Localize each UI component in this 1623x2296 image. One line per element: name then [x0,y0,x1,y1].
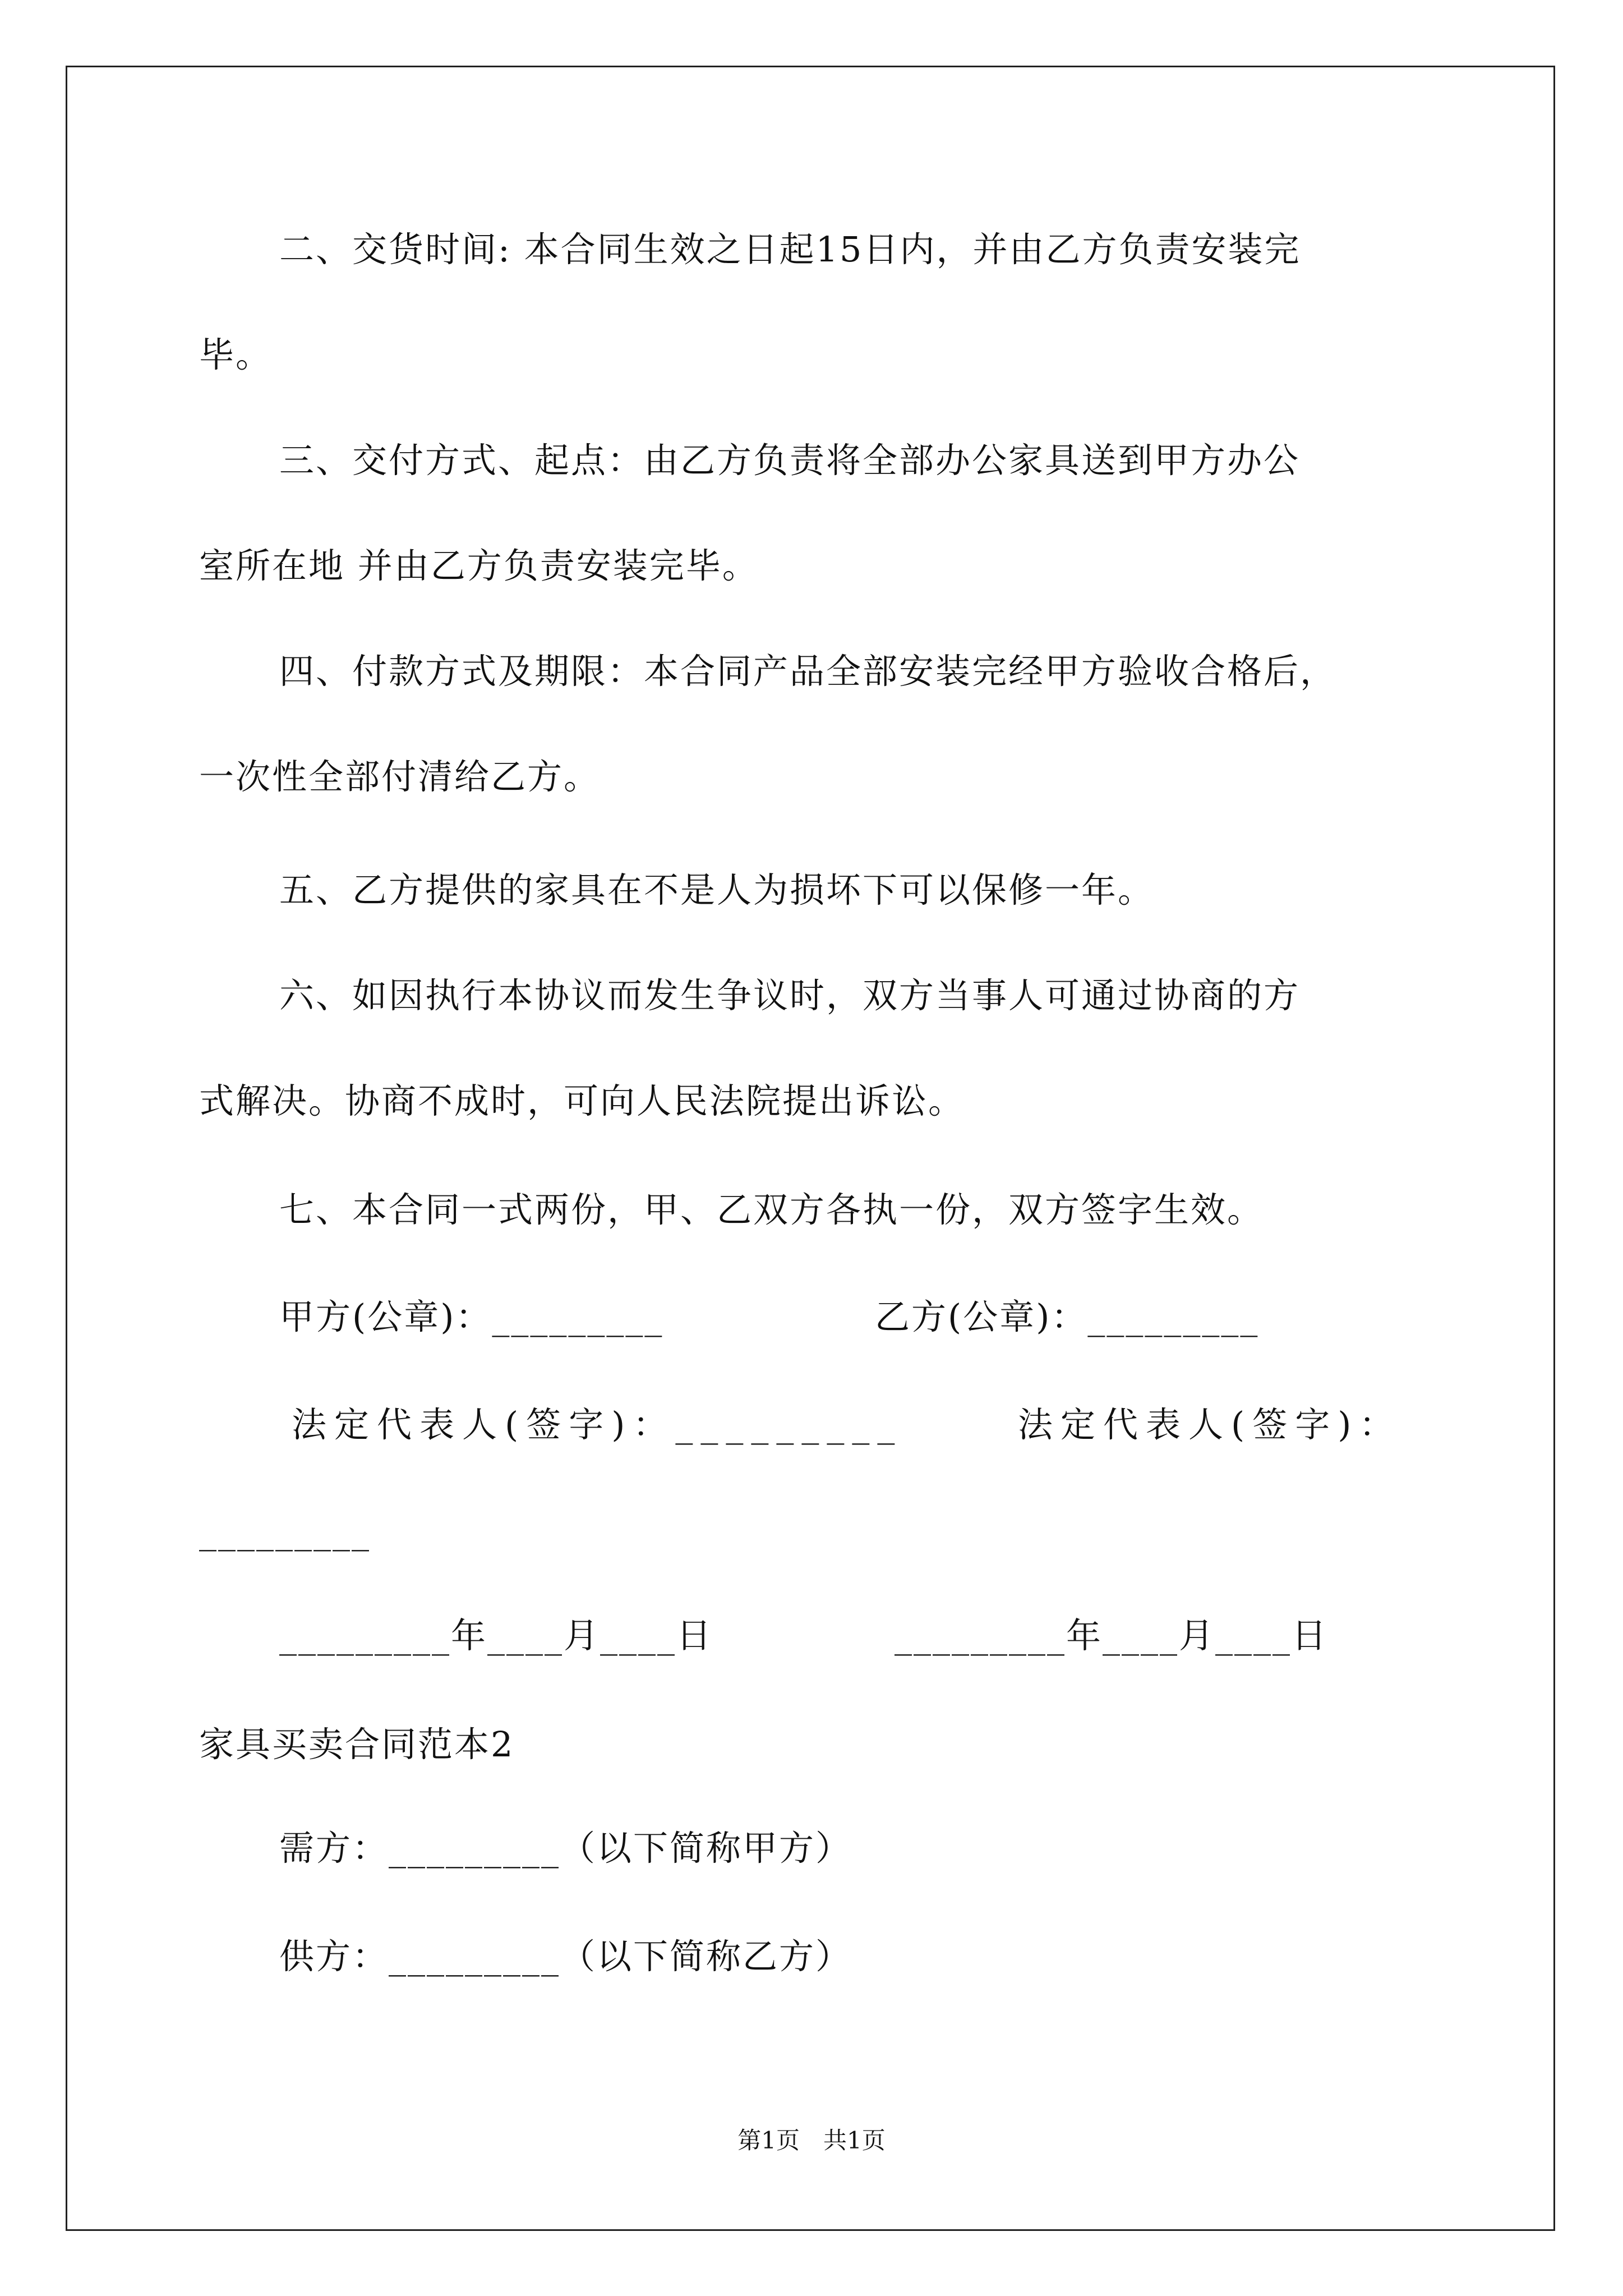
clause-4-line-2: 一次性全部付清给乙方。 [199,756,601,797]
seller-line: 供方：_________（以下简称乙方） [279,1936,852,1977]
clause-3-line-1: 三、交付方式、起点：由乙方负责将全部办公家具送到甲方办公 [279,440,1301,481]
clause-6-line-1: 六、如因执行本协议而发生争议时，双方当事人可通过协商的方 [279,975,1301,1016]
party-a-seal: 甲方(公章)：_________ [279,1296,664,1337]
party-b-representative: 法定代表人(签字)： [1018,1404,1402,1445]
clause-5-line: 五、乙方提供的家具在不是人为损坏下可以保修一年。 [279,869,1155,910]
clause-7-line: 七、本合同一式两份，甲、乙双方各执一份，双方签字生效。 [279,1189,1264,1230]
party-b-seal: 乙方(公章)：_________ [875,1296,1260,1337]
party-b-representative-blank: _________ [199,1511,371,1552]
page-border [66,66,1555,2231]
date-line-b: _________年____月____日 [895,1615,1329,1656]
date-line-a: _________年____月____日 [279,1615,713,1656]
page-footer: 第1页 共1页 [737,2127,886,2154]
clause-6-line-2: 式解决。协商不成时，可向人民法院提出诉讼。 [199,1080,965,1121]
buyer-line: 需方：_________（以下简称甲方） [279,1828,852,1869]
party-a-representative: 法定代表人(签字)：_________ [292,1404,903,1445]
clause-4-line-1: 四、付款方式及期限：本合同产品全部安装完经甲方验收合格后， [279,651,1337,692]
section-2-title: 家具买卖合同范本2 [199,1724,515,1765]
clause-2-line-2: 毕。 [199,334,273,375]
clause-3-line-2: 室所在地 并由乙方负责安装完毕。 [199,545,759,586]
clause-2-line-1: 二、交货时间: 本合同生效之日起15日内，并由乙方负责安装完 [279,229,1301,270]
